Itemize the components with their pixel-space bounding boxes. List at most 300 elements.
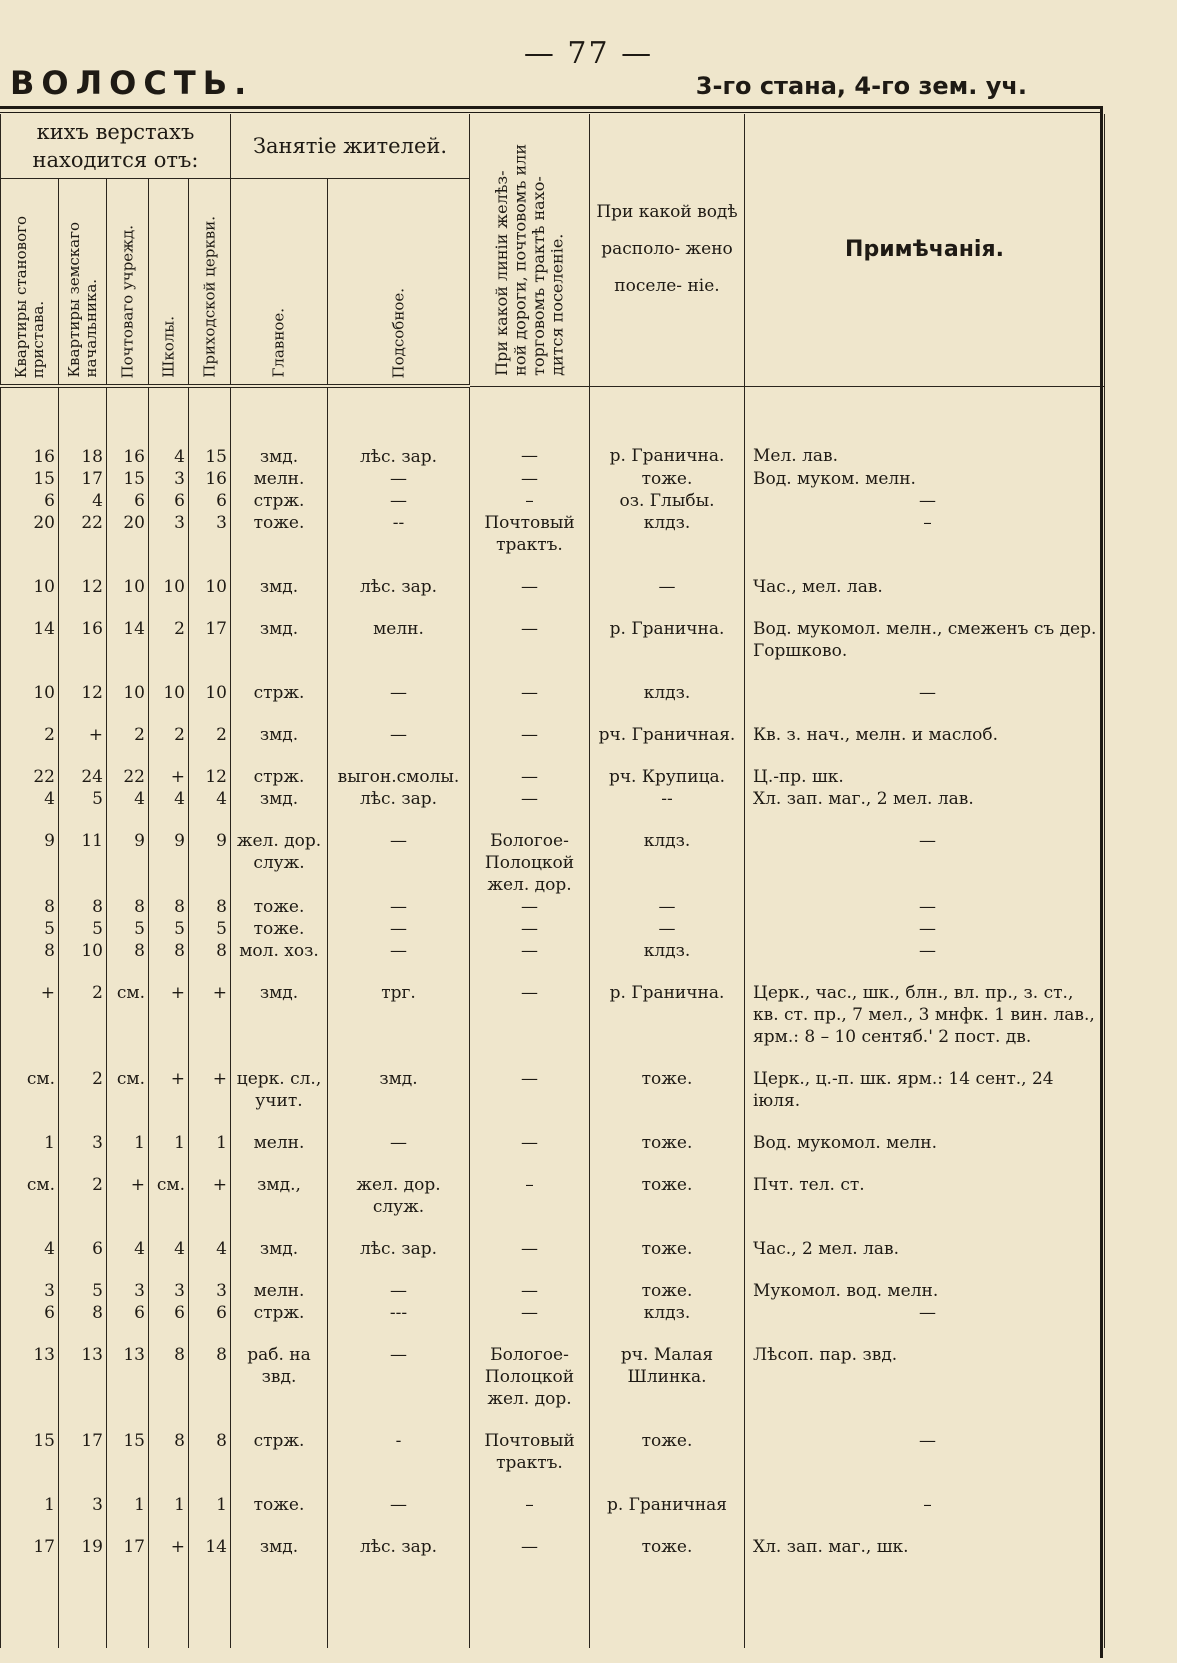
dist-zemsky-cell: 18 bbox=[59, 386, 107, 468]
dist-zemsky-cell: 2 bbox=[59, 1048, 107, 1112]
main-cell: змд., bbox=[231, 1154, 328, 1218]
dist-post-cell: 4 bbox=[107, 788, 149, 810]
table-row bbox=[1, 662, 1105, 704]
note-cell: — bbox=[745, 662, 1105, 704]
sec-cell: — bbox=[328, 1474, 470, 1516]
note-cell: Церк., час., шк., блн., вл. пр., з. ст., кв. ст. пр., 7 мел., 3 мнфк. 1 вин. лав., ярм.: 8 – 10 сентяб.' 2 пост. дв. bbox=[745, 962, 1105, 1048]
post-header: Почтоваго учрежд. bbox=[107, 179, 149, 387]
dist-church-cell: 17 bbox=[189, 598, 231, 662]
dist-post-cell: 9 bbox=[107, 810, 149, 896]
filler-cell bbox=[59, 1558, 107, 1648]
header-district: 3-го стана, 4-го зем. уч. bbox=[695, 72, 1027, 100]
water-cell: тоже. bbox=[590, 1260, 745, 1302]
rail-cell: — bbox=[470, 386, 590, 468]
table-row bbox=[1, 1112, 1105, 1154]
settlements-table bbox=[0, 114, 1105, 1648]
table-row bbox=[1, 746, 1105, 788]
dist-zemsky-cell: 11 bbox=[59, 810, 107, 896]
water-cell: р. Граничная bbox=[590, 1474, 745, 1516]
rail-cell: — bbox=[470, 896, 590, 918]
table-filler-row bbox=[1, 1558, 1105, 1648]
rail-cell: – bbox=[470, 1154, 590, 1218]
dist-post-cell: 17 bbox=[107, 1516, 149, 1558]
dist-stanovoy-cell: + bbox=[1, 962, 59, 1048]
note-cell: Хл. зап. маг., шк. bbox=[745, 1516, 1105, 1558]
table-row bbox=[1, 962, 1105, 1048]
filler-cell bbox=[107, 1558, 149, 1648]
dist-church-cell: 8 bbox=[189, 940, 231, 962]
dist-stanovoy-cell: 2 bbox=[1, 704, 59, 746]
dist-school-cell: 8 bbox=[149, 1410, 189, 1474]
dist-stanovoy-cell: 5 bbox=[1, 918, 59, 940]
note-cell: – bbox=[745, 512, 1105, 556]
table-row bbox=[1, 704, 1105, 746]
dist-school-cell: 1 bbox=[149, 1474, 189, 1516]
dist-school-cell: 8 bbox=[149, 1324, 189, 1410]
church-header: Приходской церкви. bbox=[189, 179, 231, 387]
note-cell: Хл. зап. маг., 2 мел. лав. bbox=[745, 788, 1105, 810]
sec-cell: — bbox=[328, 810, 470, 896]
sec-cell: -- bbox=[328, 512, 470, 556]
note-cell: Вод. мукомол. мелн., смеженъ съ дер. Горшково. bbox=[745, 598, 1105, 662]
page-number: — 77 — bbox=[523, 36, 654, 71]
dist-stanovoy-cell: 15 bbox=[1, 1410, 59, 1474]
table-row bbox=[1, 598, 1105, 662]
main-cell: раб. на звд. bbox=[231, 1324, 328, 1410]
dist-post-cell: 8 bbox=[107, 896, 149, 918]
dist-school-cell: 3 bbox=[149, 468, 189, 490]
dist-school-cell: + bbox=[149, 1048, 189, 1112]
dist-stanovoy-cell: 6 bbox=[1, 1302, 59, 1324]
rail-cell: — bbox=[470, 1302, 590, 1324]
table-row bbox=[1, 490, 1105, 512]
dist-zemsky-cell: 3 bbox=[59, 1112, 107, 1154]
water-cell: р. Граничнa. bbox=[590, 386, 745, 468]
note-cell: Лѣсоп. пар. звд. bbox=[745, 1324, 1105, 1410]
dist-stanovoy-cell: 8 bbox=[1, 896, 59, 918]
rail-cell: – bbox=[470, 1474, 590, 1516]
dist-church-cell: 8 bbox=[189, 1410, 231, 1474]
dist-stanovoy-cell: см. bbox=[1, 1048, 59, 1112]
rail-cell: — bbox=[470, 468, 590, 490]
filler-cell bbox=[149, 1558, 189, 1648]
sec-cell: лѣс. зар. bbox=[328, 386, 470, 468]
table-body bbox=[1, 386, 1105, 1648]
dist-church-cell: 4 bbox=[189, 1218, 231, 1260]
zemsky-header: Квартиры земскаго начальника. bbox=[59, 179, 107, 387]
water-cell: — bbox=[590, 896, 745, 918]
dist-church-cell: 10 bbox=[189, 662, 231, 704]
dist-school-cell: + bbox=[149, 962, 189, 1048]
dist-stanovoy-cell: 14 bbox=[1, 598, 59, 662]
filler-cell bbox=[189, 1558, 231, 1648]
water-cell: — bbox=[590, 918, 745, 940]
table-row bbox=[1, 896, 1105, 918]
water-cell: клдз. bbox=[590, 512, 745, 556]
dist-zemsky-cell: 24 bbox=[59, 746, 107, 788]
main-cell: тоже. bbox=[231, 918, 328, 940]
dist-zemsky-cell: 10 bbox=[59, 940, 107, 962]
rail-cell: — bbox=[470, 746, 590, 788]
table-row bbox=[1, 512, 1105, 556]
dist-zemsky-cell: 4 bbox=[59, 490, 107, 512]
header-volost: ВОЛОСТЬ. bbox=[10, 64, 254, 102]
dist-school-cell: + bbox=[149, 746, 189, 788]
main-cell: стрж. bbox=[231, 1302, 328, 1324]
dist-stanovoy-cell: 1 bbox=[1, 1112, 59, 1154]
dist-church-cell: + bbox=[189, 962, 231, 1048]
dist-stanovoy-cell: 9 bbox=[1, 810, 59, 896]
main-cell: стрж. bbox=[231, 1410, 328, 1474]
dist-stanovoy-cell: 6 bbox=[1, 490, 59, 512]
rail-cell: — bbox=[470, 1112, 590, 1154]
note-cell: — bbox=[745, 490, 1105, 512]
note-cell: — bbox=[745, 810, 1105, 896]
main-cell: мелн. bbox=[231, 1112, 328, 1154]
sec-cell: мелн. bbox=[328, 598, 470, 662]
dist-post-cell: см. bbox=[107, 962, 149, 1048]
dist-school-cell: 10 bbox=[149, 556, 189, 598]
main-cell: змд. bbox=[231, 386, 328, 468]
dist-post-cell: 8 bbox=[107, 940, 149, 962]
table-row bbox=[1, 1474, 1105, 1516]
dist-church-cell: 15 bbox=[189, 386, 231, 468]
sec-cell: — bbox=[328, 896, 470, 918]
filler-cell bbox=[328, 1558, 470, 1648]
dist-church-cell: 9 bbox=[189, 810, 231, 896]
table-row bbox=[1, 1516, 1105, 1558]
water-cell: тоже. bbox=[590, 1048, 745, 1112]
main-cell: стрж. bbox=[231, 490, 328, 512]
water-cell: р. Граничнa. bbox=[590, 598, 745, 662]
dist-zemsky-cell: 5 bbox=[59, 1260, 107, 1302]
dist-school-cell: + bbox=[149, 1516, 189, 1558]
table-row bbox=[1, 1218, 1105, 1260]
rail-cell: Бологое-Полоцкой жел. дор. bbox=[470, 1324, 590, 1410]
rail-cell: — bbox=[470, 788, 590, 810]
main-cell: змд. bbox=[231, 962, 328, 1048]
dist-stanovoy-cell: 16 bbox=[1, 386, 59, 468]
sec-cell: лѣс. зар. bbox=[328, 1218, 470, 1260]
note-cell: Вод. мукомол. мелн. bbox=[745, 1112, 1105, 1154]
dist-school-cell: 2 bbox=[149, 598, 189, 662]
filler-cell bbox=[745, 1558, 1105, 1648]
dist-zemsky-cell: 5 bbox=[59, 918, 107, 940]
main-cell: тоже. bbox=[231, 896, 328, 918]
table-row bbox=[1, 810, 1105, 896]
dist-zemsky-cell: 5 bbox=[59, 788, 107, 810]
table-row bbox=[1, 386, 1105, 468]
dist-post-cell: 1 bbox=[107, 1474, 149, 1516]
rail-cell: — bbox=[470, 918, 590, 940]
table-row bbox=[1, 1260, 1105, 1302]
main-cell: змд. bbox=[231, 788, 328, 810]
dist-school-cell: 10 bbox=[149, 662, 189, 704]
note-cell: Час., мел. лав. bbox=[745, 556, 1105, 598]
dist-post-cell: 4 bbox=[107, 1218, 149, 1260]
table-row bbox=[1, 788, 1105, 810]
dist-school-cell: см. bbox=[149, 1154, 189, 1218]
rail-cell: Бологое-Полоцкой жел. дор. bbox=[470, 810, 590, 896]
sec-cell: выгон.смолы. bbox=[328, 746, 470, 788]
dist-church-cell: + bbox=[189, 1154, 231, 1218]
note-cell: Час., 2 мел. лав. bbox=[745, 1218, 1105, 1260]
note-cell: Мукомол. вод. мелн. bbox=[745, 1260, 1105, 1302]
right-border bbox=[1100, 106, 1103, 1658]
note-cell: – bbox=[745, 1474, 1105, 1516]
dist-stanovoy-cell: 15 bbox=[1, 468, 59, 490]
dist-stanovoy-cell: 10 bbox=[1, 662, 59, 704]
dist-zemsky-cell: 8 bbox=[59, 1302, 107, 1324]
railway-header: При какой линіи желѣз- ной дороги, почтовомъ или торговомъ трактѣ нахо- дится поселеніе. bbox=[470, 114, 590, 386]
note-cell: — bbox=[745, 896, 1105, 918]
dist-stanovoy-cell: 4 bbox=[1, 1218, 59, 1260]
dist-post-cell: 15 bbox=[107, 468, 149, 490]
dist-zemsky-cell: 17 bbox=[59, 468, 107, 490]
water-cell: рч. Крупица. bbox=[590, 746, 745, 788]
dist-stanovoy-cell: 4 bbox=[1, 788, 59, 810]
dist-school-cell: 1 bbox=[149, 1112, 189, 1154]
dist-post-cell: 10 bbox=[107, 556, 149, 598]
dist-zemsky-cell: + bbox=[59, 704, 107, 746]
table-row bbox=[1, 468, 1105, 490]
water-cell: тоже. bbox=[590, 1154, 745, 1218]
dist-stanovoy-cell: 13 bbox=[1, 1324, 59, 1410]
dist-church-cell: 14 bbox=[189, 1516, 231, 1558]
dist-zemsky-cell: 2 bbox=[59, 1154, 107, 1218]
rail-cell: — bbox=[470, 962, 590, 1048]
water-cell: -- bbox=[590, 788, 745, 810]
dist-post-cell: + bbox=[107, 1154, 149, 1218]
dist-church-cell: 3 bbox=[189, 512, 231, 556]
water-cell: клдз. bbox=[590, 940, 745, 962]
rail-cell: — bbox=[470, 704, 590, 746]
school-header: Школы. bbox=[149, 179, 189, 387]
dist-stanovoy-cell: 1 bbox=[1, 1474, 59, 1516]
main-cell: змд. bbox=[231, 598, 328, 662]
dist-school-cell: 4 bbox=[149, 1218, 189, 1260]
dist-church-cell: 6 bbox=[189, 490, 231, 512]
note-cell: Кв. з. нач., мелн. и маслоб. bbox=[745, 704, 1105, 746]
main-cell: церк. сл., учит. bbox=[231, 1048, 328, 1112]
rail-cell: — bbox=[470, 662, 590, 704]
dist-zemsky-cell: 16 bbox=[59, 598, 107, 662]
rail-cell: — bbox=[470, 1048, 590, 1112]
main-cell: мол. хоз. bbox=[231, 940, 328, 962]
rail-cell: — bbox=[470, 598, 590, 662]
main-occupation-header: Главное. bbox=[231, 179, 328, 387]
dist-post-cell: 14 bbox=[107, 598, 149, 662]
water-cell: рч. Граничная. bbox=[590, 704, 745, 746]
rail-cell: – bbox=[470, 490, 590, 512]
sec-cell: — bbox=[328, 940, 470, 962]
water-cell: тоже. bbox=[590, 1410, 745, 1474]
water-cell: — bbox=[590, 556, 745, 598]
dist-post-cell: см. bbox=[107, 1048, 149, 1112]
sec-cell: — bbox=[328, 662, 470, 704]
water-cell: оз. Глыбы. bbox=[590, 490, 745, 512]
dist-zemsky-cell: 2 bbox=[59, 962, 107, 1048]
dist-zemsky-cell: 6 bbox=[59, 1218, 107, 1260]
dist-school-cell: 5 bbox=[149, 918, 189, 940]
water-cell: рч. Малая Шлинка. bbox=[590, 1324, 745, 1410]
table-row bbox=[1, 1302, 1105, 1324]
dist-school-cell: 3 bbox=[149, 512, 189, 556]
dist-post-cell: 6 bbox=[107, 1302, 149, 1324]
note-cell: Мел. лав. bbox=[745, 386, 1105, 468]
sec-cell: — bbox=[328, 468, 470, 490]
main-cell: тоже. bbox=[231, 512, 328, 556]
dist-post-cell: 15 bbox=[107, 1410, 149, 1474]
table-row bbox=[1, 1154, 1105, 1218]
water-cell: клдз. bbox=[590, 1302, 745, 1324]
sec-cell: лѣс. зар. bbox=[328, 1516, 470, 1558]
sec-cell: — bbox=[328, 1260, 470, 1302]
dist-school-cell: 3 bbox=[149, 1260, 189, 1302]
dist-school-cell: 4 bbox=[149, 386, 189, 468]
rail-cell: — bbox=[470, 1516, 590, 1558]
dist-post-cell: 6 bbox=[107, 490, 149, 512]
table-row bbox=[1, 556, 1105, 598]
note-cell: — bbox=[745, 918, 1105, 940]
rail-cell: — bbox=[470, 556, 590, 598]
sec-cell: лѣс. зар. bbox=[328, 556, 470, 598]
dist-church-cell: 8 bbox=[189, 1324, 231, 1410]
filler-cell bbox=[470, 1558, 590, 1648]
settlements-table-wrap bbox=[0, 114, 1104, 1654]
dist-zemsky-cell: 3 bbox=[59, 1474, 107, 1516]
dist-school-cell: 4 bbox=[149, 788, 189, 810]
sec-cell: — bbox=[328, 1324, 470, 1410]
dist-church-cell: 1 bbox=[189, 1112, 231, 1154]
dist-stanovoy-cell: 3 bbox=[1, 1260, 59, 1302]
dist-post-cell: 10 bbox=[107, 662, 149, 704]
rail-cell: — bbox=[470, 1260, 590, 1302]
dist-stanovoy-cell: 20 bbox=[1, 512, 59, 556]
occupation-group-header: Занятіе жителей. bbox=[231, 114, 470, 179]
dist-zemsky-cell: 22 bbox=[59, 512, 107, 556]
water-cell: тоже. bbox=[590, 1218, 745, 1260]
dist-stanovoy-cell: 17 bbox=[1, 1516, 59, 1558]
rail-cell: — bbox=[470, 1218, 590, 1260]
water-cell: р. Граничнa. bbox=[590, 962, 745, 1048]
dist-school-cell: 8 bbox=[149, 896, 189, 918]
rail-cell: Почтовый трактъ. bbox=[470, 1410, 590, 1474]
dist-zemsky-cell: 19 bbox=[59, 1516, 107, 1558]
water-header: При какой водѣ располо- жено поселе- ніе. bbox=[590, 114, 745, 386]
main-cell: змд. bbox=[231, 1516, 328, 1558]
dist-zemsky-cell: 12 bbox=[59, 662, 107, 704]
water-cell: тоже. bbox=[590, 1112, 745, 1154]
water-cell: тоже. bbox=[590, 468, 745, 490]
main-cell: змд. bbox=[231, 704, 328, 746]
dist-post-cell: 16 bbox=[107, 386, 149, 468]
table-row bbox=[1, 940, 1105, 962]
stanovoy-header: Квартиры станового пристава. bbox=[1, 179, 59, 387]
header-rule-thin bbox=[0, 112, 1100, 113]
dist-church-cell: + bbox=[189, 1048, 231, 1112]
dist-post-cell: 1 bbox=[107, 1112, 149, 1154]
note-cell: Церк., ц.-п. шк. ярм.: 14 сент., 24 іюля. bbox=[745, 1048, 1105, 1112]
dist-post-cell: 20 bbox=[107, 512, 149, 556]
water-cell: клдз. bbox=[590, 662, 745, 704]
filler-cell bbox=[1, 1558, 59, 1648]
sec-cell: - bbox=[328, 1410, 470, 1474]
note-cell: — bbox=[745, 1302, 1105, 1324]
note-cell: Пчт. тел. ст. bbox=[745, 1154, 1105, 1218]
rail-cell: Почтовый трактъ. bbox=[470, 512, 590, 556]
main-cell: змд. bbox=[231, 556, 328, 598]
dist-stanovoy-cell: 8 bbox=[1, 940, 59, 962]
dist-post-cell: 5 bbox=[107, 918, 149, 940]
sec-cell: — bbox=[328, 1112, 470, 1154]
dist-school-cell: 2 bbox=[149, 704, 189, 746]
dist-church-cell: 8 bbox=[189, 896, 231, 918]
dist-post-cell: 13 bbox=[107, 1324, 149, 1410]
dist-stanovoy-cell: 10 bbox=[1, 556, 59, 598]
dist-zemsky-cell: 17 bbox=[59, 1410, 107, 1474]
dist-zemsky-cell: 12 bbox=[59, 556, 107, 598]
note-cell: Ц.-пр. шк. bbox=[745, 746, 1105, 788]
sec-cell: лѣс. зар. bbox=[328, 788, 470, 810]
main-cell: стрж. bbox=[231, 746, 328, 788]
dist-church-cell: 5 bbox=[189, 918, 231, 940]
note-cell: Вод. муком. мелн. bbox=[745, 468, 1105, 490]
dist-church-cell: 6 bbox=[189, 1302, 231, 1324]
distance-group-header: кихъ верстахъ находится отъ: bbox=[1, 114, 231, 179]
main-cell: змд. bbox=[231, 1218, 328, 1260]
table-row bbox=[1, 1048, 1105, 1112]
dist-post-cell: 3 bbox=[107, 1260, 149, 1302]
dist-post-cell: 22 bbox=[107, 746, 149, 788]
table-row bbox=[1, 1410, 1105, 1474]
water-cell: клдз. bbox=[590, 810, 745, 896]
note-cell: — bbox=[745, 1410, 1105, 1474]
water-cell: тоже. bbox=[590, 1516, 745, 1558]
main-cell: мелн. bbox=[231, 468, 328, 490]
dist-church-cell: 10 bbox=[189, 556, 231, 598]
sec-cell: — bbox=[328, 918, 470, 940]
dist-church-cell: 16 bbox=[189, 468, 231, 490]
dist-church-cell: 12 bbox=[189, 746, 231, 788]
table-row bbox=[1, 918, 1105, 940]
dist-church-cell: 4 bbox=[189, 788, 231, 810]
table-row bbox=[1, 1324, 1105, 1410]
sec-cell: — bbox=[328, 490, 470, 512]
sec-cell: трг. bbox=[328, 962, 470, 1048]
dist-stanovoy-cell: см. bbox=[1, 1154, 59, 1218]
sec-cell: — bbox=[328, 704, 470, 746]
main-cell: жел. дор. служ. bbox=[231, 810, 328, 896]
sec-cell: жел. дор. служ. bbox=[328, 1154, 470, 1218]
sec-cell: змд. bbox=[328, 1048, 470, 1112]
filler-cell bbox=[231, 1558, 328, 1648]
dist-zemsky-cell: 8 bbox=[59, 896, 107, 918]
main-cell: стрж. bbox=[231, 662, 328, 704]
main-cell: тоже. bbox=[231, 1474, 328, 1516]
sec-cell: --- bbox=[328, 1302, 470, 1324]
filler-cell bbox=[590, 1558, 745, 1648]
header-rule bbox=[0, 106, 1100, 109]
rail-cell: — bbox=[470, 940, 590, 962]
dist-school-cell: 8 bbox=[149, 940, 189, 962]
dist-school-cell: 9 bbox=[149, 810, 189, 896]
dist-school-cell: 6 bbox=[149, 490, 189, 512]
dist-post-cell: 2 bbox=[107, 704, 149, 746]
dist-zemsky-cell: 13 bbox=[59, 1324, 107, 1410]
dist-school-cell: 6 bbox=[149, 1302, 189, 1324]
note-cell: — bbox=[745, 940, 1105, 962]
